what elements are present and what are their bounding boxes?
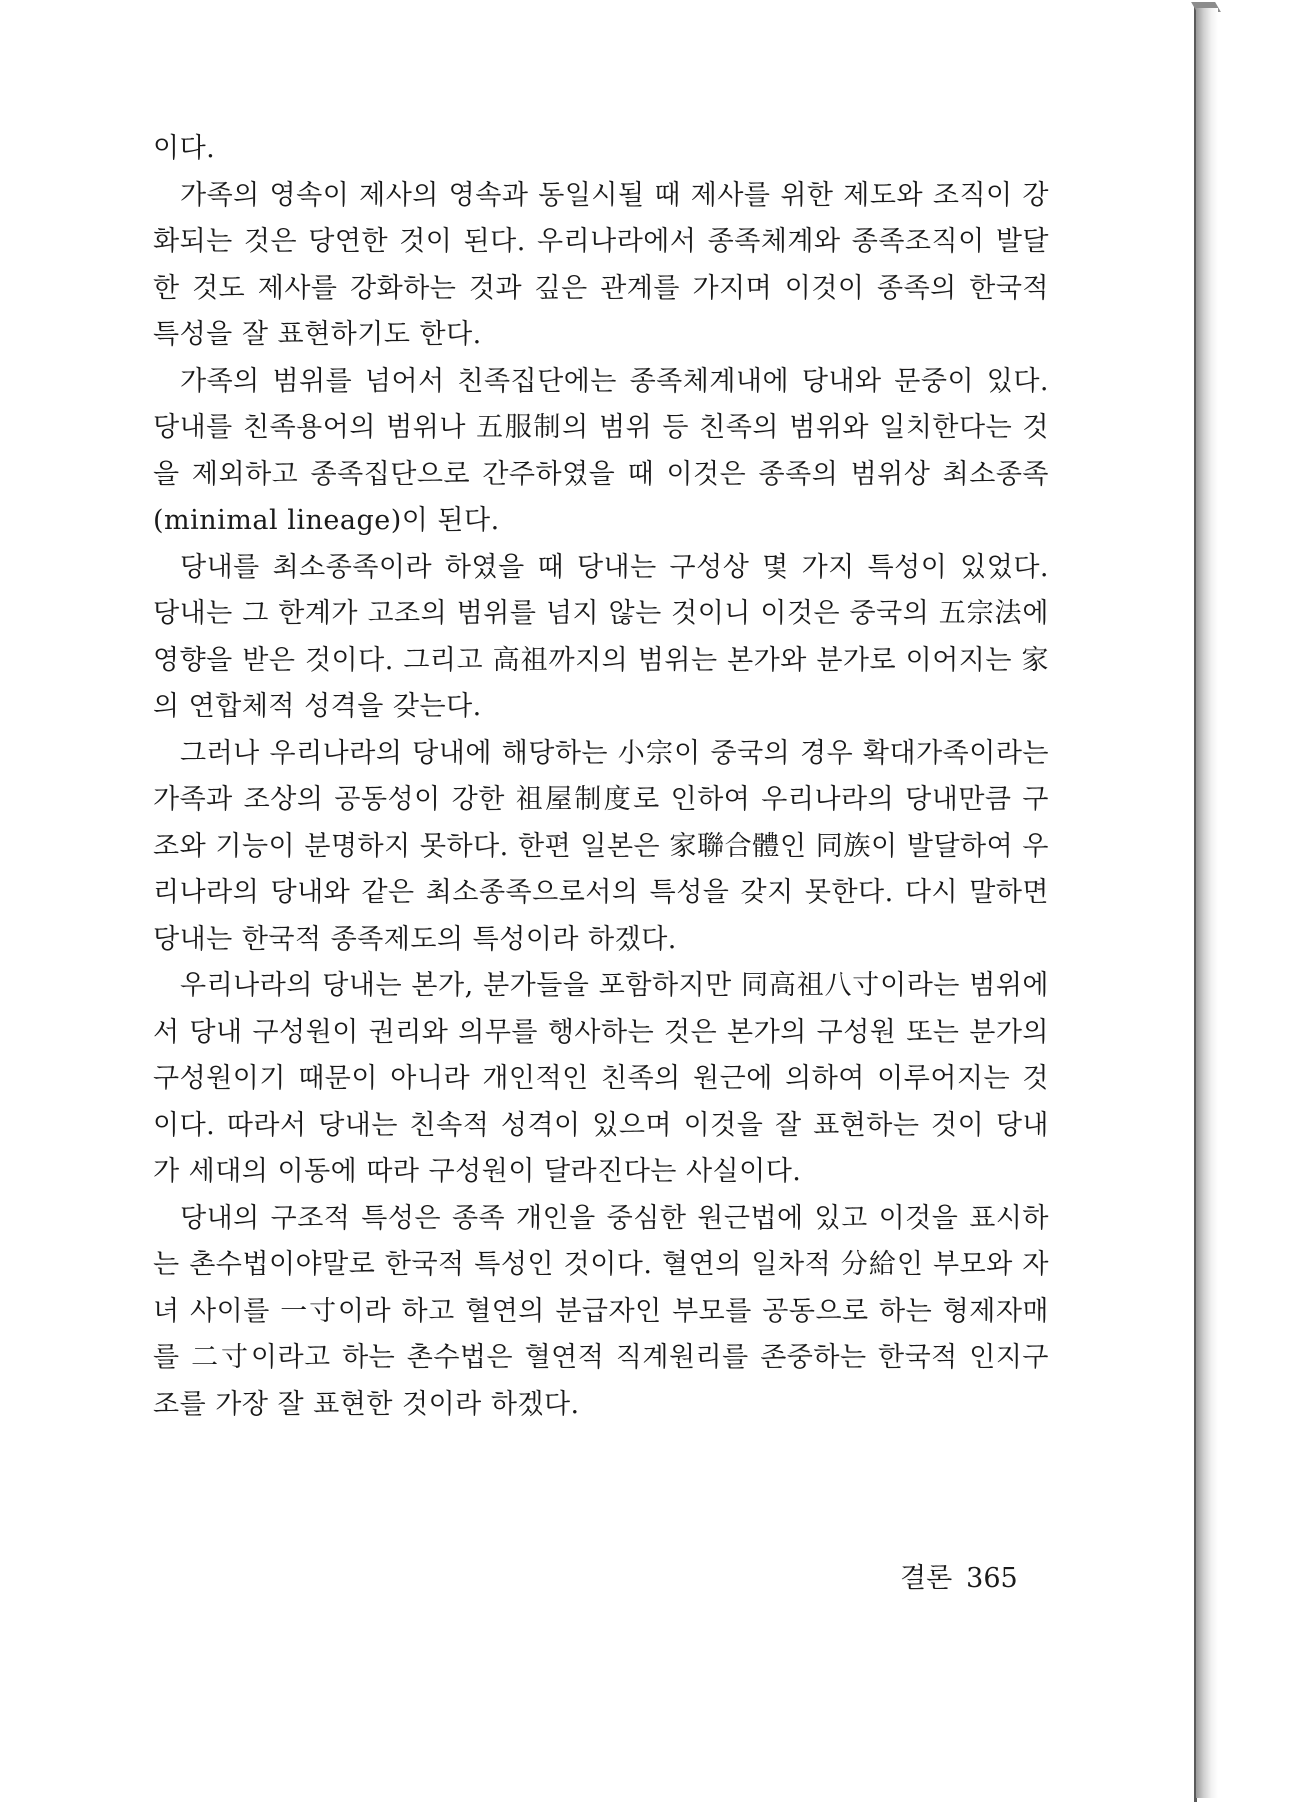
paragraph: 그러나 우리나라의 당내에 해당하는 小宗이 중국의 경우 확대가족이라는 가족과 조상의 공동성이 강한 祖屋制度로 인하여 우리나라의 당내만큼 구조와 기능이 분명하지 못하다. 한편 일본은 家聯合體인 同族이 발달하여 우리나라의 당내와 같은 최소종족으로서의 특성을 갖지 못한다. 다시 말하면 당내는 한국적 종족제도의 특성이라 하겠다. bbox=[153, 737, 1049, 955]
paragraph: 당내의 구조적 특성은 종족 개인을 중심한 원근법에 있고 이것을 표시하는 촌수법이야말로 한국적 특성인 것이다. 혈연의 일차적 分給인 부모와 자녀 사이를 一寸이라 하고 혈연의 분급자인 부모를 공동으로 하는 형제자매를 二寸이라고 하는 촌수법은 혈연적 직계원리를 존중하는 한국적 인지구조를 가장 잘 표현한 것이라 하겠다. bbox=[153, 1202, 1049, 1420]
paragraph: 가족의 영속이 제사의 영속과 동일시될 때 제사를 위한 제도와 조직이 강화되는 것은 당연한 것이 된다. 우리나라에서 종족체계와 종족조직이 발달한 것도 제사를 강화하는 것과 깊은 관계를 가지며 이것이 종족의 한국적 특성을 잘 표현하기도 한다. bbox=[153, 179, 1049, 350]
paragraph-continuation: 이다. bbox=[153, 133, 216, 164]
paragraph: 당내를 최소종족이라 하였을 때 당내는 구성상 몇 가지 특성이 있었다. 당내는 그 한계가 고조의 범위를 넘지 않는 것이니 이것은 중국의 五宗法에 영향을 받은 것이다. 그리고 高祖까지의 범위는 본가와 분가로 이어지는 家의 연합체적 성격을 갖는다. bbox=[153, 551, 1049, 722]
paragraph: 가족의 범위를 넘어서 친족집단에는 종족체계내에 당내와 문중이 있다. 당내를 친족용어의 범위나 五服制의 범위 등 친족의 범위와 일치한다는 것을 제외하고 종족집단으로 간주하였을 때 이것은 종족의 범위상 최소종족(minimal lineage)이 된다. bbox=[153, 365, 1049, 536]
page-stack-edge bbox=[1196, 8, 1218, 1798]
page-footer bbox=[900, 1556, 1030, 1595]
page-number: 365 bbox=[966, 1563, 1018, 1594]
body-text bbox=[153, 126, 1049, 1428]
running-footer-chapter: 결론 bbox=[900, 1563, 953, 1594]
paragraph: 우리나라의 당내는 본가, 분가들을 포함하지만 同高祖八寸이라는 범위에서 당내 구성원이 권리와 의무를 행사하는 것은 본가의 구성원 또는 분가의 구성원이기 때문이 아니라 개인적인 친족의 원근에 의하여 이루어지는 것이다. 따라서 당내는 친속적 성격이 있으며 이것을 잘 표현하는 것이 당내가 세대의 이동에 따라 구성원이 달라진다는 사실이다. bbox=[153, 970, 1049, 1187]
